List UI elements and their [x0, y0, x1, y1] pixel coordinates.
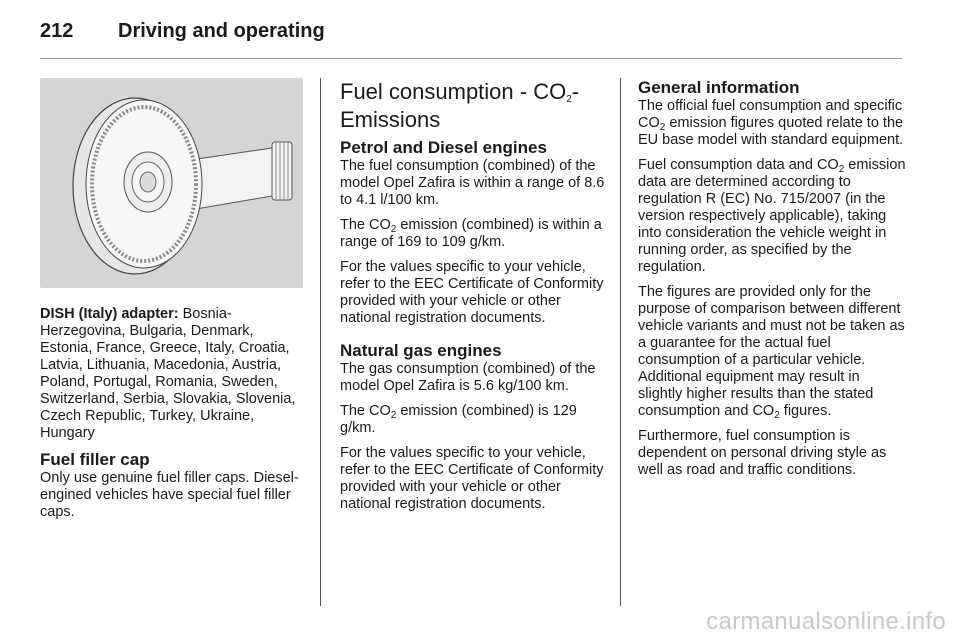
general-info-p4: Furthermore, fuel consumption is dependent on personal driving style as well as road and traffic conditions. [638, 428, 887, 478]
fuel-consumption-title [340, 78, 605, 134]
title-part: -Emissions [340, 79, 580, 132]
text-part: emission figures quoted relate to the EU base model with standard equipment. [638, 115, 904, 148]
petrol-certificate-text: For the values specific to your vehicle, refer to the EEC Certificate of Conformity provided with your vehicle or other national registration documents. [340, 259, 604, 326]
caption-label: DISH (Italy) adapter: [40, 306, 179, 322]
text-part: The CO [340, 403, 391, 419]
title-subscript: 2 [566, 94, 572, 105]
text-part: The official fuel consumption and specific CO [638, 98, 903, 131]
watermark: carmanualsonline.info [706, 608, 946, 635]
text-part: emission data are determined according to regulation R (EC) No. 715/2007 (in the version respectively applicable), taking into consideration the vehicle weight in running order, as specified by the regulation. [638, 157, 906, 275]
petrol-diesel-heading: Petrol and Diesel engines [340, 138, 547, 157]
dish-adapter-illustration [40, 78, 303, 288]
section-title: Driving and operating [118, 20, 325, 42]
column-divider [320, 78, 321, 606]
caption-countries: Bosnia-Herzegovina, Bulgaria, Denmark, Estonia, France, Greece, Italy, Croatia, Latvia, Lithuania, Macedonia, Austria, Poland, Portugal, Romania, Sweden, Switzerland, Serbia, Slovakia, Slovenia, Czech Republic, Turkey, Ukraine, Hungary [40, 306, 296, 441]
gas-consumption-text: The gas consumption (combined) of the model Opel Zafira is 5.6 kg/100 km. [340, 361, 596, 394]
fuel-filler-text: Only use genuine fuel filler caps. Diesel-engined vehicles have special fuel filler caps. [40, 470, 299, 520]
column-left [40, 78, 308, 529]
general-information-heading: General information [638, 78, 800, 97]
subscript: 2 [390, 224, 397, 235]
text-part: emission (combined) is 129 g/km. [340, 403, 577, 436]
gas-co2-text [340, 403, 605, 437]
gas-certificate-text: For the values specific to your vehicle, refer to the EEC Certificate of Conformity provided with your vehicle or other national registration documents. [340, 445, 604, 512]
general-info-p2 [638, 157, 906, 276]
natural-gas-heading: Natural gas engines [340, 341, 502, 360]
text-part: emission (combined) is within a range of 169 to 109 g/km. [340, 217, 602, 250]
fuel-filler-heading: Fuel filler cap [40, 450, 150, 469]
text-part: Fuel consumption data and CO [638, 157, 839, 173]
subscript: 2 [659, 122, 666, 133]
page-header [40, 18, 902, 59]
column-right [638, 78, 906, 487]
petrol-co2-text [340, 217, 605, 251]
column-middle [340, 78, 605, 521]
subscript: 2 [390, 410, 397, 421]
general-info-p1 [638, 98, 906, 149]
title-part: Fuel consumption - CO [340, 79, 567, 104]
text-part: The figures are provided only for the purpose of comparison between different vehicle variants and must not be taken as a guarantee for the actual fuel consumption of a particular vehicle. Additional equipment may result in slightly higher results than the stated consumption and CO [638, 284, 905, 419]
page-number: 212 [40, 20, 74, 42]
subscript: 2 [838, 164, 845, 175]
column-divider [620, 78, 621, 606]
petrol-consumption-text: The fuel consumption (combined) of the model Opel Zafira is within a range of 8.6 to 4.1 l/100 km. [340, 158, 605, 208]
dish-adapter-caption [40, 306, 308, 442]
adapter-drawing [40, 78, 303, 288]
text-part: figures. [779, 403, 832, 419]
general-info-p3 [638, 284, 906, 420]
text-part: The CO [340, 217, 391, 233]
subscript: 2 [774, 410, 780, 421]
